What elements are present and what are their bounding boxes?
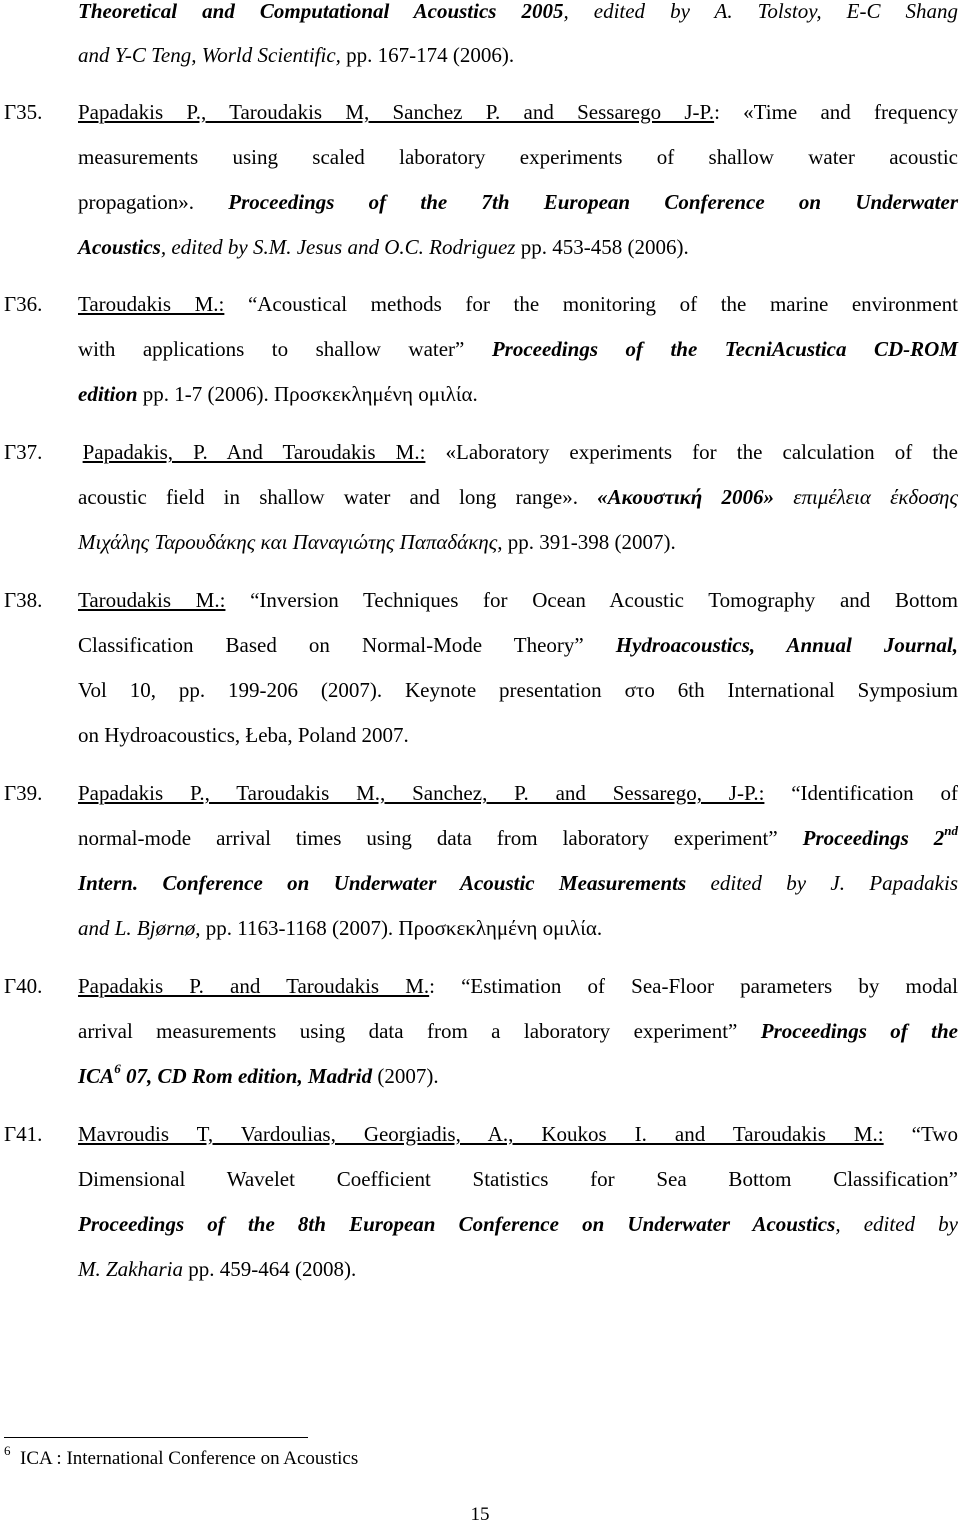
reference-line: Classification Based on Normal-Mode Theory” Hydroacoustics, Annual Journal, [78, 633, 958, 657]
reference-authors: Papadakis, P. And Taroudakis M.: [82, 440, 426, 464]
reference-line: Taroudakis M.: “Acoustical methods for the monitoring of the marine environment [78, 292, 958, 316]
reference-line: on Hydroacoustics, Łeba, Poland 2007. [78, 723, 409, 747]
reference-line: normal-mode arrival times using data from laboratory experiment” Proceedings 2nd [78, 823, 958, 850]
reference-number: Γ37. [4, 440, 43, 464]
reference-authors: Papadakis P., Taroudakis M, Sanchez P. and Sessarego J-P. [78, 100, 715, 124]
footnote-divider [4, 1437, 308, 1438]
reference-line: Intern. Conference on Underwater Acoustic Measurements edited by J. Papadakis [78, 871, 959, 895]
reference-line: ICA$^6$ 07, CD Rom edition, Madrid (2007). [78, 1061, 439, 1088]
footnote-marker: 6 [114, 1061, 121, 1076]
reference-line: measurements using scaled laboratory experiments of shallow water acoustic [78, 145, 958, 169]
reference-number: Γ41. [4, 1122, 43, 1146]
reference-line: arrival measurements using data from a laboratory experiment” Proceedings of the [78, 1019, 959, 1043]
reference-line: and L. Bjørnø, pp. 1163-1168 (2007). Προσκεκλημένη ομιλία. [78, 916, 603, 940]
reference-line: with applications to shallow water” Proceedings of the TecniAcustica CD-ROM [78, 337, 958, 361]
reference-line: edition pp. 1-7 (2006). Προσκεκλημένη ομιλία. [78, 382, 478, 406]
reference-continuation: Theoretical and Computational Acoustics 2005, edited by A. Tolstoy, E-C Shang [78, 0, 958, 23]
reference-authors: Mavroudis T, Vardoulias, Georgiadis, A., Koukos I. and Taroudakis M.: [78, 1122, 884, 1146]
reference-number: Γ40. [4, 974, 43, 998]
reference-line: acoustic field in shallow water and long range». «Ακουστική 2006» επιμέλεια έκδοσης [78, 485, 958, 509]
reference-line: Μιχάλης Ταρουδάκης και Παναγιώτης Παπαδάκης, pp. 391-398 (2007). [78, 530, 676, 554]
reference-line: propagation». Proceedings of the 7th European Conference on Underwater [78, 190, 958, 214]
reference-number: Γ39. [4, 781, 43, 805]
reference-authors: Taroudakis M.: [78, 292, 225, 316]
reference-authors: Papadakis P., Taroudakis M., Sanchez, P. and Sessarego, J-P.: [78, 781, 765, 805]
reference-line: Papadakis P., Taroudakis M., Sanchez, P. and Sessarego, J-P.: “Identification of [78, 781, 959, 805]
footnote-text: ICA : International Conference on Acoustics [20, 1448, 359, 1469]
reference-continuation-line2: and Y-C Teng, World Scientific, pp. 167-174 (2006). [78, 43, 515, 67]
reference-line: M. Zakharia pp. 459-464 (2008). [78, 1257, 357, 1281]
reference-line: Proceedings of the 8th European Conference on Underwater Acoustics, edited by [78, 1212, 959, 1236]
reference-line: Dimensional Wavelet Coefficient Statistics for Sea Bottom Classification” [78, 1167, 958, 1191]
footnote-mark: 6 [4, 1442, 11, 1458]
reference-authors: Papadakis P. and Taroudakis M. [78, 974, 430, 998]
reference-line: Papadakis P. and Taroudakis M.: “Estimation of Sea-Floor parameters by modal [78, 974, 958, 998]
reference-number: Γ35. [4, 100, 43, 124]
reference-number: Γ38. [4, 588, 43, 612]
reference-line: Papadakis P., Taroudakis M, Sanchez P. and Sessarego J-P.: «Time and frequency [78, 100, 958, 124]
footnote [4, 1442, 359, 1470]
reference-number: Γ36. [4, 292, 43, 316]
reference-line: Taroudakis M.: “Inversion Techniques for Ocean Acoustic Tomography and Bottom [78, 588, 958, 612]
reference-line: Acoustics, edited by S.M. Jesus and O.C. Rodriguez pp. 453-458 (2006). [78, 235, 689, 259]
reference-line: Vol 10, pp. 199-206 (2007). Keynote presentation στο 6th International Symposium [78, 678, 958, 702]
reference-line: Γ37. Papadakis, P. And Taroudakis M.: «Laboratory experiments for the calculation of the [4, 440, 958, 464]
reference-line: Mavroudis T, Vardoulias, Georgiadis, A., Koukos I. and Taroudakis M.: “Two [78, 1122, 958, 1146]
page-number: 15 [470, 1504, 490, 1525]
reference-authors: Taroudakis M.: [78, 588, 226, 612]
